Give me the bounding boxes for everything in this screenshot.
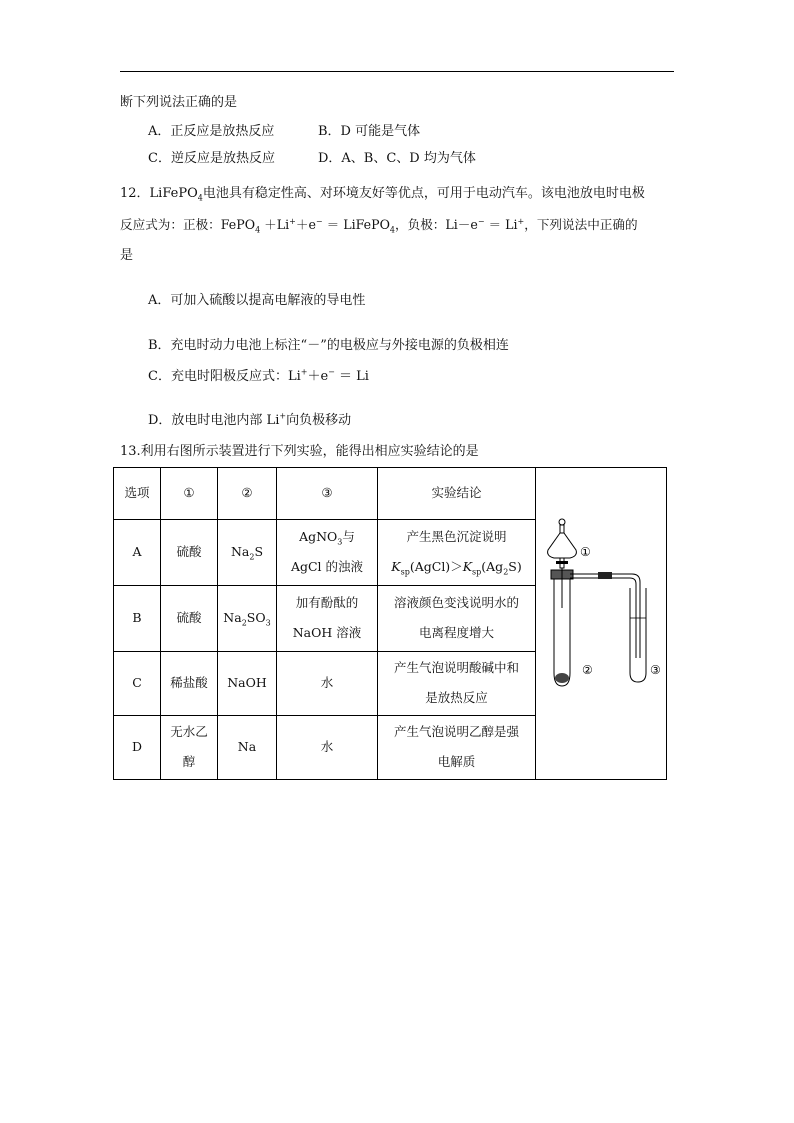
table-header-row <box>114 468 667 520</box>
row-b-option: B <box>114 585 161 651</box>
row-b-reagent-3: 加有酚酞的 NaOH 溶液 <box>277 585 378 651</box>
q12-option-a: A．可加入硫酸以提高电解液的导电性 <box>148 293 366 308</box>
row-a-option: A <box>114 519 161 585</box>
q13-stem: 13.利用右图所示装置进行下列实验，能得出相应实验结论的是 <box>120 444 479 459</box>
q11-option-b: B．D 可能是气体 <box>318 124 421 139</box>
apparatus-diagram <box>536 468 666 768</box>
apparatus-label-1: ① <box>580 545 591 559</box>
row-d-reagent-2: Na <box>218 715 277 779</box>
row-b-reagent-1: 硫酸 <box>161 585 218 651</box>
q12-stem-line1: 12．LiFePO$_4$电池具有稳定性高、对环境友好等优点，可用于电动汽车。该电池放电时电极 <box>120 186 645 203</box>
q11-stem-tail: 断下列说法正确的是 <box>120 95 238 110</box>
row-d-conclusion: 产生气泡说明乙醇是强 电解质 <box>378 715 536 779</box>
header-conclusion: 实验结论 <box>378 468 536 520</box>
header-option: 选项 <box>114 468 161 520</box>
q12-option-d: D．放电时电池内部 Li+向负极移动 <box>148 411 352 428</box>
row-c-reagent-3: 水 <box>277 651 378 715</box>
q11-option-d: D．A、B、C、D 均为气体 <box>318 151 476 166</box>
apparatus-figure <box>536 468 667 780</box>
row-d-option: D <box>114 715 161 779</box>
q12-stem-line2: 反应式为：正极：FePO$_4$ ＋Li+＋e− ＝ LiFePO$_4$，负极：Li－e− ＝ Li+，下列说法中正确的 <box>120 216 638 235</box>
q12-stem-line3: 是 <box>120 248 134 263</box>
row-b-conclusion: 溶液颜色变浅说明水的 电离程度增大 <box>378 585 536 651</box>
apparatus-label-2: ② <box>582 663 593 677</box>
header-reagent-1: ① <box>161 468 218 520</box>
row-a-reagent-1: 硫酸 <box>161 519 218 585</box>
q12-option-c: C．充电时阳极反应式：Li+＋e− ＝ Li <box>148 367 369 384</box>
row-a-conclusion: 产生黑色沉淀说明 $K_{sp}(AgCl)>K_{sp}(Ag_2S)$ <box>378 519 536 585</box>
row-d-reagent-1: 无水乙 醇 <box>161 715 218 779</box>
q12-option-b: B．充电时动力电池上标注“－”的电极应与外接电源的负极相连 <box>148 338 509 353</box>
row-c-reagent-1: 稀盐酸 <box>161 651 218 715</box>
header-reagent-2: ② <box>218 468 277 520</box>
q13-table <box>113 467 667 780</box>
apparatus-label-3: ③ <box>650 663 661 677</box>
row-c-conclusion: 产生气泡说明酸碱中和 是放热反应 <box>378 651 536 715</box>
q11-option-a: A．正反应是放热反应 <box>148 124 275 139</box>
q11-option-c: C．逆反应是放热反应 <box>148 151 275 166</box>
row-a-reagent-2: $Na_2S$ <box>218 519 277 585</box>
row-c-option: C <box>114 651 161 715</box>
row-b-reagent-2: $Na_2SO_3$ <box>218 585 277 651</box>
header-rule <box>120 71 674 72</box>
header-reagent-3: ③ <box>277 468 378 520</box>
row-a-reagent-3: AgNO$_3$与 AgCl 的浊液 <box>277 519 378 585</box>
row-c-reagent-2: NaOH <box>218 651 277 715</box>
row-d-reagent-3: 水 <box>277 715 378 779</box>
